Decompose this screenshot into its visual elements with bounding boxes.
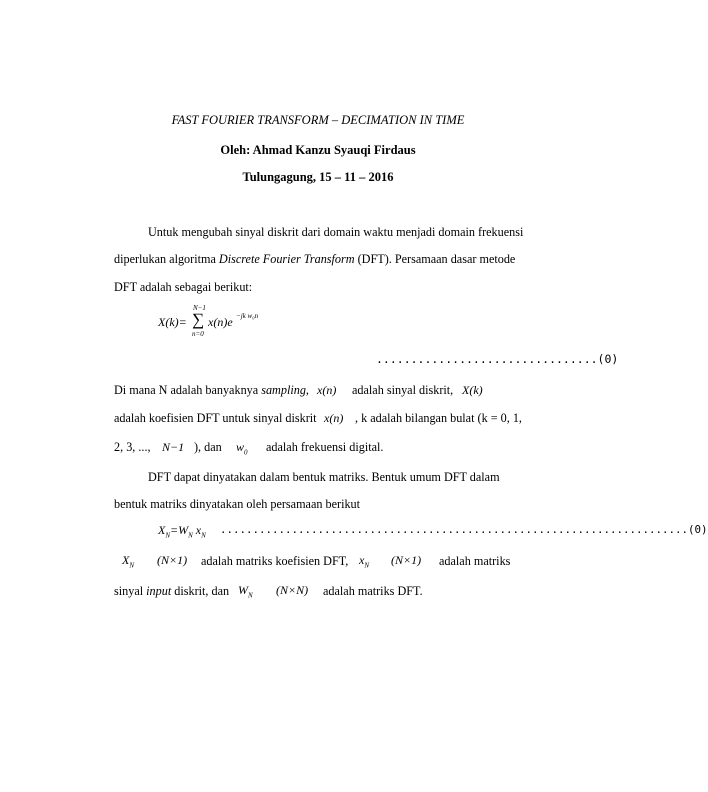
eq2-sub3: N (201, 531, 206, 540)
date-line: Tulungagung, 15 – 11 – 2016 (242, 170, 394, 184)
para4-X-sub: N (129, 561, 135, 570)
para4-l2-a: sinyal (114, 584, 147, 598)
eq2-sub2: N (188, 531, 193, 540)
para4-line2 (114, 584, 229, 599)
para4-x-sub: N (364, 561, 369, 570)
author-line: Oleh: Ahmad Kanzu Syauqi Firdaus (220, 143, 416, 157)
para4-W: W (238, 583, 248, 597)
para2-line3-a: 2, 3, ..., (114, 440, 151, 454)
para4-l2-d: adalah matriks DFT. (323, 584, 423, 598)
para2-l1-c: , (305, 383, 309, 397)
para1-line2-c: (DFT). Persamaan dasar metode (354, 252, 516, 266)
eq1-arg: (k)= (165, 315, 187, 329)
eq1-X: X (158, 315, 166, 329)
para4-dim1: (N×1) (157, 553, 188, 567)
eq2-sub1: N (165, 531, 171, 540)
para2-l1-a: Di mana N adalah banyaknya (114, 383, 262, 397)
para2-l1-italic: sampling (261, 383, 306, 397)
para2-l1-d: adalah sinyal diskrit, (352, 383, 454, 397)
eq1-lhs (158, 315, 187, 330)
para4-XN (122, 553, 134, 569)
para4-W-sub: N (248, 591, 253, 600)
para4-dim3: (N×N) (276, 583, 309, 597)
para4-l1-b: adalah matriks (439, 554, 511, 568)
eq2-number: ........................................................................(0) (220, 523, 708, 536)
para4-dim2: (N×1) (391, 553, 422, 567)
eq2-mid: =W (170, 523, 189, 537)
eq1-sum-sign: ∑ (192, 310, 205, 329)
eq1-term: x(n)e (208, 315, 233, 329)
eq1-exponent: −jk w₀n (236, 312, 259, 320)
para4-l2-c: diskrit, dan (171, 584, 230, 598)
para2-line2-xn: x(n) (324, 411, 344, 425)
para1-line2 (114, 252, 515, 267)
para2-xn: x(n) (317, 383, 337, 397)
eq2-x: x (192, 523, 202, 537)
para4-l2-italic: input (146, 584, 172, 598)
para4-WN (238, 583, 253, 599)
para2-w-sub: 0 (244, 448, 248, 457)
para2-xk: X(k) (462, 383, 483, 397)
para2-line3-n: N−1 (162, 440, 185, 454)
para3-line2: bentuk matriks dinyatakan oleh persamaan berikut (114, 497, 361, 511)
para2-line3-c: adalah frekuensi digital. (266, 440, 384, 454)
eq1-number: ................................(0) (376, 352, 619, 366)
eq1-sum-top: N−1 (193, 304, 206, 312)
para3-line1: DFT dapat dinyatakan dalam bentuk matriks. Bentuk umum DFT dalam (148, 470, 500, 484)
para1-line1: Untuk mengubah sinyal diskrit dari domain waktu menjadi domain frekuensi (148, 225, 524, 239)
para2-line1 (114, 383, 309, 398)
para4-x: x (359, 553, 365, 567)
para4-xN (359, 553, 369, 569)
para2-line2-b: , k adalah bilangan bulat (k = 0, 1, (355, 411, 522, 425)
para2-w: w (236, 440, 245, 454)
para1-line3: DFT adalah sebagai berikut: (114, 280, 253, 294)
para1-line2-a: diperlukan algoritma (114, 252, 219, 266)
eq2-formula (158, 523, 206, 539)
para2-w0 (236, 440, 248, 456)
para2-line3-b: ), dan (194, 440, 222, 454)
document-title: FAST FOURIER TRANSFORM – DECIMATION IN TIME (171, 113, 465, 127)
eq2-X: X (158, 523, 166, 537)
para1-line2-italic: Discrete Fourier Transform (218, 252, 355, 266)
para4-l1-a: adalah matriks koefisien DFT, (201, 554, 349, 568)
para4-X: X (122, 553, 130, 567)
para2-line2-a: adalah koefisien DFT untuk sinyal diskrit (114, 411, 317, 425)
eq1-sum-bottom: n=0 (192, 330, 204, 338)
